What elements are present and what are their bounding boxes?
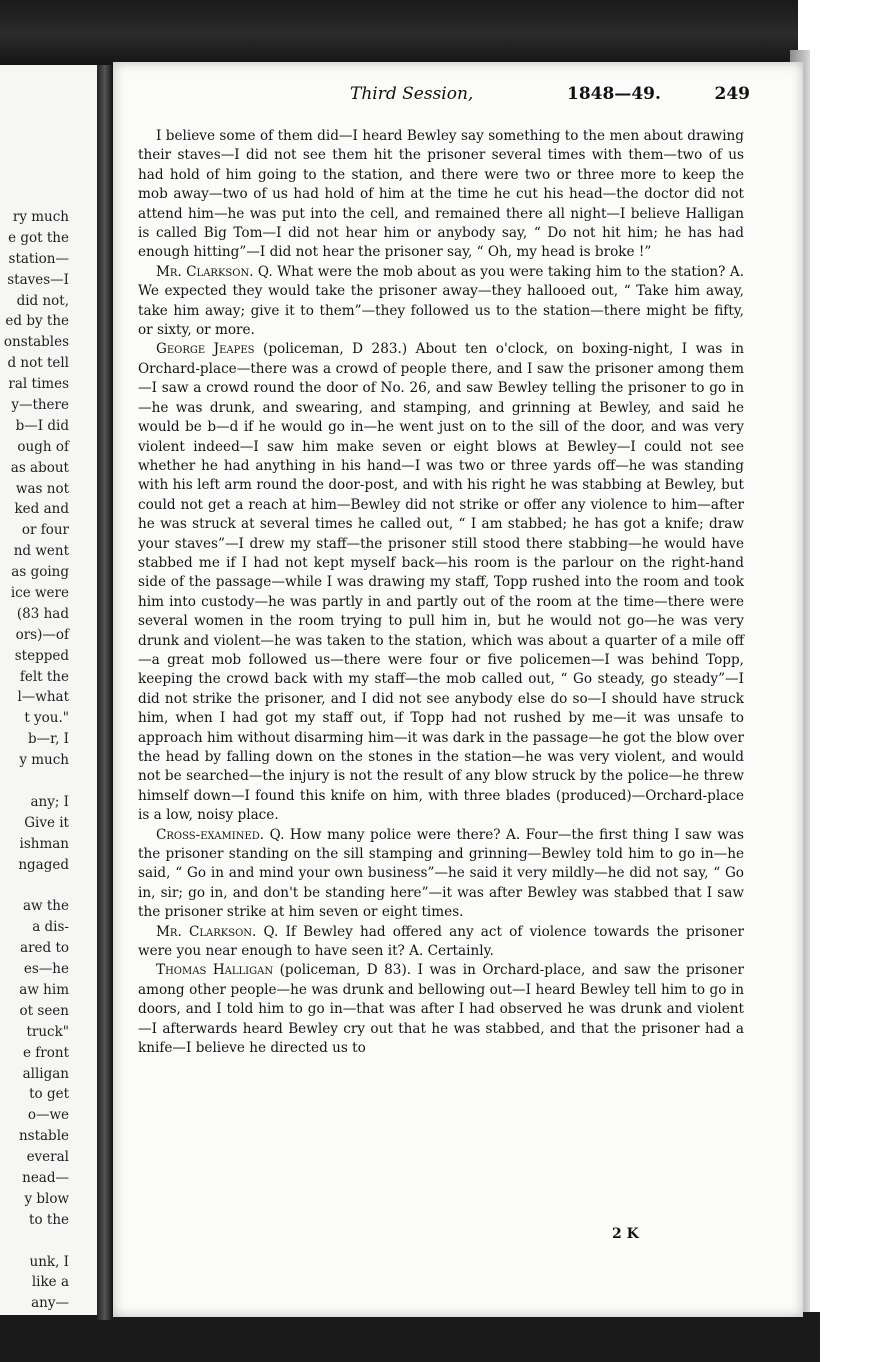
left-page-line: nead— bbox=[22, 1169, 69, 1186]
running-title: Third Session, bbox=[350, 84, 474, 104]
left-page-line: l—what bbox=[17, 689, 69, 706]
left-page-line: station— bbox=[8, 250, 69, 267]
left-page-line bbox=[4, 771, 69, 792]
left-page-line: unk, I bbox=[29, 1253, 69, 1270]
left-facing-page bbox=[0, 65, 105, 1315]
left-page-line: t you." bbox=[24, 710, 69, 727]
scan-right-margin bbox=[798, 0, 893, 1362]
left-page-line: ough of bbox=[17, 438, 69, 455]
testimony-paragraph bbox=[138, 923, 744, 962]
left-page-line: ice were bbox=[10, 585, 69, 602]
left-page-line: like a bbox=[31, 1274, 69, 1291]
book-gutter bbox=[97, 65, 113, 1320]
left-page-line: any— bbox=[31, 1295, 69, 1312]
speaker-name: George Jeapes bbox=[156, 341, 255, 358]
testimony-paragraph bbox=[138, 826, 744, 923]
left-page-line: did not, bbox=[16, 292, 69, 309]
left-page-line: ral times bbox=[8, 376, 69, 393]
speaker-name: Mr. Clarkson. bbox=[156, 263, 254, 280]
left-page-line: to get bbox=[29, 1086, 69, 1103]
left-page-line: e got the bbox=[8, 229, 69, 246]
left-page-line: y much bbox=[19, 752, 69, 769]
scan-bottom-border bbox=[0, 1312, 820, 1362]
paragraph-text: (policeman, D 283.) About ten o'clock, on boxing-night, I was in Orchard-place—there was a crowd of people there, and I saw the prisoner among them—I saw a crowd round the door of No. 26, and saw Bewley telling the prisoner to go in—he was drunk, and swearing, and stamping, and grinning at Bewley, and said he would be b—d if he would go in—he went just on to the sill of the door, and was very violent indeed—I saw him make seven or eight blows at Bewley—I could not see whether he had anything in his hand—I was two or three yards off—he was standing with his left arm round the door-post, and with his right he was stabbing at Bewley, but could not get a reach at him—Bewley did not strike or offer any violence to him—after he was struck at several times he called out, “ I am stabbed; he has got a knife; draw your staves”—I drew my staff—the prisoner still stood there stabbing—he would have stabbed me if I had not kept myself back—his room is the parlour on the right-hand side of the passage—while I was drawing my staff, Topp rushed into the room and took him into custody—he was partly in and partly out of the room at the time—there were several women in the room trying to pull him in, but he would not go—he was very drunk and violent—he was taken to the station, which was about a quarter of a mile off—a great mob followed us—there were four or five policemen—I was behind Topp, keeping the crowd back with my staff—the mob called out, “ Go steady, go steady”—I did not strike the prisoner, and I did not see anybody else do so—I should have struck him, when I had got my staff out, if Topp had not rushed by me—it was unsafe to approach him without disarming him—it was dark in the passage—he got the blow over the head by falling down on the stones in the station—he was very violent, and would not be searched—the injury is not the result of any blow struck by the police—he threw himself down—I found this knife on him, with three blades (produced)—Orchard-place is a low, noisy place. bbox=[138, 341, 744, 824]
left-page-line: o—we bbox=[27, 1107, 69, 1124]
left-page-line: Give it bbox=[24, 814, 69, 831]
page-body-text bbox=[138, 127, 744, 1059]
left-page-line: e front bbox=[23, 1044, 69, 1061]
left-page-line: (83 had bbox=[16, 605, 69, 622]
paragraph-text: Q. If Bewley had offered any act of violence towards the prisoner were you near enough to have seen it? A. Certainly. bbox=[138, 923, 744, 960]
left-page-line: y blow bbox=[24, 1190, 69, 1207]
left-page-line: truck" bbox=[26, 1023, 69, 1040]
left-page-line: y—there bbox=[11, 397, 69, 414]
left-page-line: to the bbox=[29, 1211, 69, 1228]
left-page-line bbox=[4, 876, 69, 897]
left-page-line: aw the bbox=[22, 898, 69, 915]
left-page-line: es—he bbox=[23, 961, 69, 978]
left-page-line: ot seen bbox=[19, 1002, 69, 1019]
left-page-line: alligan bbox=[22, 1065, 69, 1082]
left-page-line: ors)—of bbox=[15, 626, 69, 643]
testimony-paragraph bbox=[138, 263, 744, 341]
paragraph-text: Q. What were the mob about as you were taking him to the station? A. We expected they would take the prisoner away—they hallooed out, “ Take him away, take him away; give it to them”—they followed us to the station—there might be fifty, or sixty, or more. bbox=[138, 263, 744, 339]
left-page-line bbox=[4, 1231, 69, 1252]
paragraph-text: I believe some of them did—I heard Bewley say something to the men about drawing their staves—I did not see them hit the prisoner several times with them—two of us had hold of him going to the station, and there were two or three more to keep the mob away—two of us had hold of him at the time he cut his head—the doctor did not attend him—he was put into the cell, and remained there all night—I believe Halligan is called Big Tom—I did not hear him or anybody say, “ Do not hit him; he has had enough hitting”—I did not hear the prisoner say, “ Oh, my head is broke !” bbox=[138, 128, 744, 261]
scan-top-border bbox=[0, 0, 893, 70]
testimony-paragraph bbox=[138, 127, 744, 263]
left-page-line: ked and bbox=[14, 501, 69, 518]
left-page-line: ngaged bbox=[18, 856, 69, 873]
left-page-line: b—r, I bbox=[27, 731, 69, 748]
left-page-line: ared to bbox=[20, 940, 69, 957]
speaker-name: Thomas Halligan bbox=[156, 962, 274, 979]
running-years: 1848—49. bbox=[567, 84, 661, 104]
left-page-line: d not tell bbox=[7, 355, 69, 372]
left-page-line: ed by the bbox=[5, 313, 69, 330]
left-page-line: or four bbox=[21, 522, 69, 539]
left-page-line: ry much bbox=[12, 209, 69, 225]
left-page-line: onstables bbox=[3, 334, 69, 351]
speaker-name: Mr. Clarkson. bbox=[156, 923, 257, 940]
left-page-line: everal bbox=[26, 1149, 69, 1166]
left-page-line: as about bbox=[10, 459, 69, 476]
left-page-line: a dis- bbox=[32, 919, 69, 936]
left-page-line: nstable bbox=[18, 1128, 69, 1145]
left-page-line: ishman bbox=[19, 835, 69, 852]
left-page-line: aw him bbox=[19, 981, 69, 998]
left-page-line: stepped bbox=[14, 647, 69, 664]
page-header bbox=[350, 84, 750, 110]
paragraph-text: (policeman, D 83). I was in Orchard-place, and saw the prisoner among other people—he was drunk and bellowing out—I heard Bewley tell him to go in doors, and I told him to go in—that was after I had observed he was drunk and violent—I afterwards heard Bewley cry out that he was stabbed, and that the prisoner had a knife—I believe he directed us to bbox=[138, 962, 744, 1057]
testimony-paragraph bbox=[138, 340, 744, 825]
signature-mark: 2 K bbox=[612, 1226, 639, 1242]
left-page-line: b—I did bbox=[15, 417, 69, 434]
left-page-line: staves—I bbox=[7, 271, 69, 288]
paragraph-text: Q. How many police were there? A. Four—the first thing I saw was the prisoner standing on the sill stamping and grinning—Bewley told him to go in—he said, “ Go in and mind your own business”—he said it very mildly—he did not say, “ Go in, sir; go in, and don't be standing here”—it was after Bewley was stabbed that I saw the prisoner strike at him seven or eight times. bbox=[138, 826, 744, 921]
left-page-line: was not bbox=[15, 480, 69, 497]
left-page-line: felt the bbox=[19, 668, 69, 685]
speaker-name: Cross-examined. bbox=[156, 826, 265, 843]
left-page-line: nd went bbox=[13, 543, 69, 560]
left-page-line: as going bbox=[11, 564, 69, 581]
testimony-paragraph bbox=[138, 961, 744, 1058]
left-page-text-fragments bbox=[4, 207, 69, 1314]
left-page-line: any; I bbox=[30, 793, 69, 810]
page-number: 249 bbox=[714, 84, 750, 104]
